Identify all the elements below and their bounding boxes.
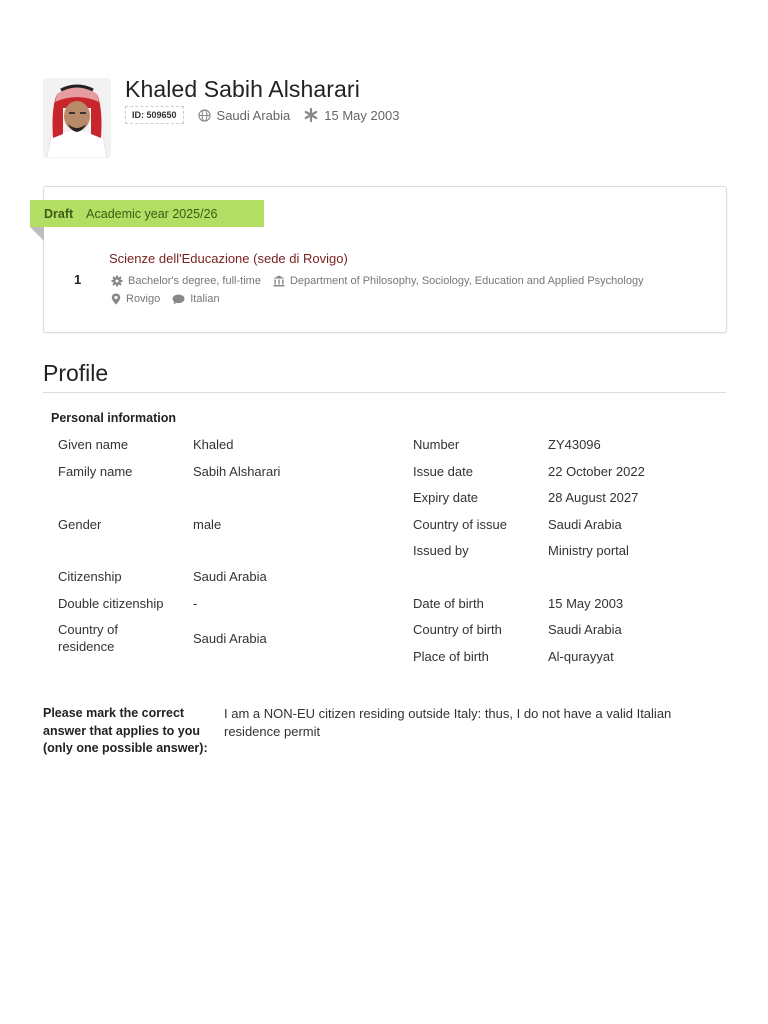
application-card[interactable] bbox=[43, 186, 727, 333]
field-value-given-name: Khaled bbox=[193, 437, 234, 452]
birth-date bbox=[304, 108, 399, 123]
course-title-link[interactable]: Scienze dell'Educazione (sede di Rovigo) bbox=[109, 251, 348, 266]
avatar bbox=[43, 78, 111, 158]
field-label-country-of-birth: Country of birth bbox=[413, 622, 502, 637]
nationality-text: Saudi Arabia bbox=[216, 107, 291, 123]
applicant-header bbox=[43, 78, 733, 162]
field-label-number: Number bbox=[413, 437, 460, 452]
location bbox=[111, 293, 160, 305]
field-label-date-of-birth: Date of birth bbox=[413, 596, 484, 611]
department-text: Department of Philosophy, Sociology, Education and Applied Psychology bbox=[289, 275, 644, 287]
birth-date-text: 15 May 2003 bbox=[324, 107, 400, 123]
section-label-personal-information: Personal information bbox=[51, 411, 177, 425]
degree-type bbox=[111, 275, 261, 287]
id-badge: ID: 509650 bbox=[125, 106, 184, 124]
field-value-expiry-date: 28 August 2027 bbox=[548, 490, 639, 505]
globe-icon bbox=[198, 109, 211, 122]
status-ribbon bbox=[30, 200, 264, 227]
field-value-number: ZY43096 bbox=[548, 437, 601, 452]
field-value-country-of-birth: Saudi Arabia bbox=[548, 622, 622, 637]
field-label-issued-by: Issued by bbox=[413, 543, 469, 558]
field-label-family-name: Family name bbox=[58, 464, 133, 479]
field-value-country-of-issue: Saudi Arabia bbox=[548, 517, 622, 532]
field-value-date-of-birth: 15 May 2003 bbox=[548, 596, 624, 611]
field-label-place-of-birth: Place of birth bbox=[413, 649, 489, 664]
divider bbox=[43, 392, 726, 393]
course-number: 1 bbox=[74, 272, 82, 287]
field-label-country-of-issue: Country of issue bbox=[413, 517, 507, 532]
field-label-double-citizenship: Double citizenship bbox=[58, 596, 164, 611]
field-label-expiry-date: Expiry date bbox=[413, 490, 479, 505]
field-value-citizenship: Saudi Arabia bbox=[193, 569, 267, 584]
applicant-meta bbox=[125, 106, 413, 124]
field-label-country-of-residence: Country of residence bbox=[58, 622, 118, 654]
applicant-name: Khaled Sabih Alsharari bbox=[125, 76, 360, 102]
academic-year: Academic year 2025/26 bbox=[86, 206, 218, 221]
course-location-language bbox=[111, 293, 232, 305]
gear-icon bbox=[111, 275, 123, 287]
field-value-double-citizenship: - bbox=[193, 596, 198, 611]
language-text: Italian bbox=[190, 293, 220, 305]
location-text: Rovigo bbox=[126, 293, 161, 305]
field-value-issued-by: Ministry portal bbox=[548, 543, 629, 558]
field-label-issue-date: Issue date bbox=[413, 464, 473, 479]
field-label-citizenship: Citizenship bbox=[58, 569, 122, 584]
department bbox=[273, 275, 644, 287]
field-value-gender: male bbox=[193, 517, 222, 532]
language bbox=[172, 293, 219, 305]
status-badge: Draft bbox=[44, 206, 74, 221]
nationality bbox=[198, 108, 291, 123]
speech-bubble-icon bbox=[172, 294, 185, 305]
residence-question-label: Please mark the correct answer that applies to you (only one possible answer): bbox=[43, 706, 208, 755]
institution-icon bbox=[273, 275, 285, 287]
field-label-gender: Gender bbox=[58, 517, 102, 532]
degree-text: Bachelor's degree, full-time bbox=[128, 275, 261, 287]
profile-heading: Profile bbox=[43, 360, 109, 386]
residence-question-answer: I am a NON-EU citizen residing outside Italy: thus, I do not have a valid Italian residence permit bbox=[224, 706, 672, 739]
field-label-given-name: Given name bbox=[58, 437, 129, 452]
ribbon-fold bbox=[30, 227, 44, 241]
asterisk-icon bbox=[304, 108, 318, 122]
field-value-family-name: Sabih Alsharari bbox=[193, 464, 281, 479]
field-value-country-of-residence: Saudi Arabia bbox=[193, 631, 267, 646]
field-value-issue-date: 22 October 2022 bbox=[548, 464, 645, 479]
map-marker-icon bbox=[111, 293, 121, 305]
course-details bbox=[111, 275, 656, 287]
field-value-place-of-birth: Al-qurayyat bbox=[548, 649, 614, 664]
